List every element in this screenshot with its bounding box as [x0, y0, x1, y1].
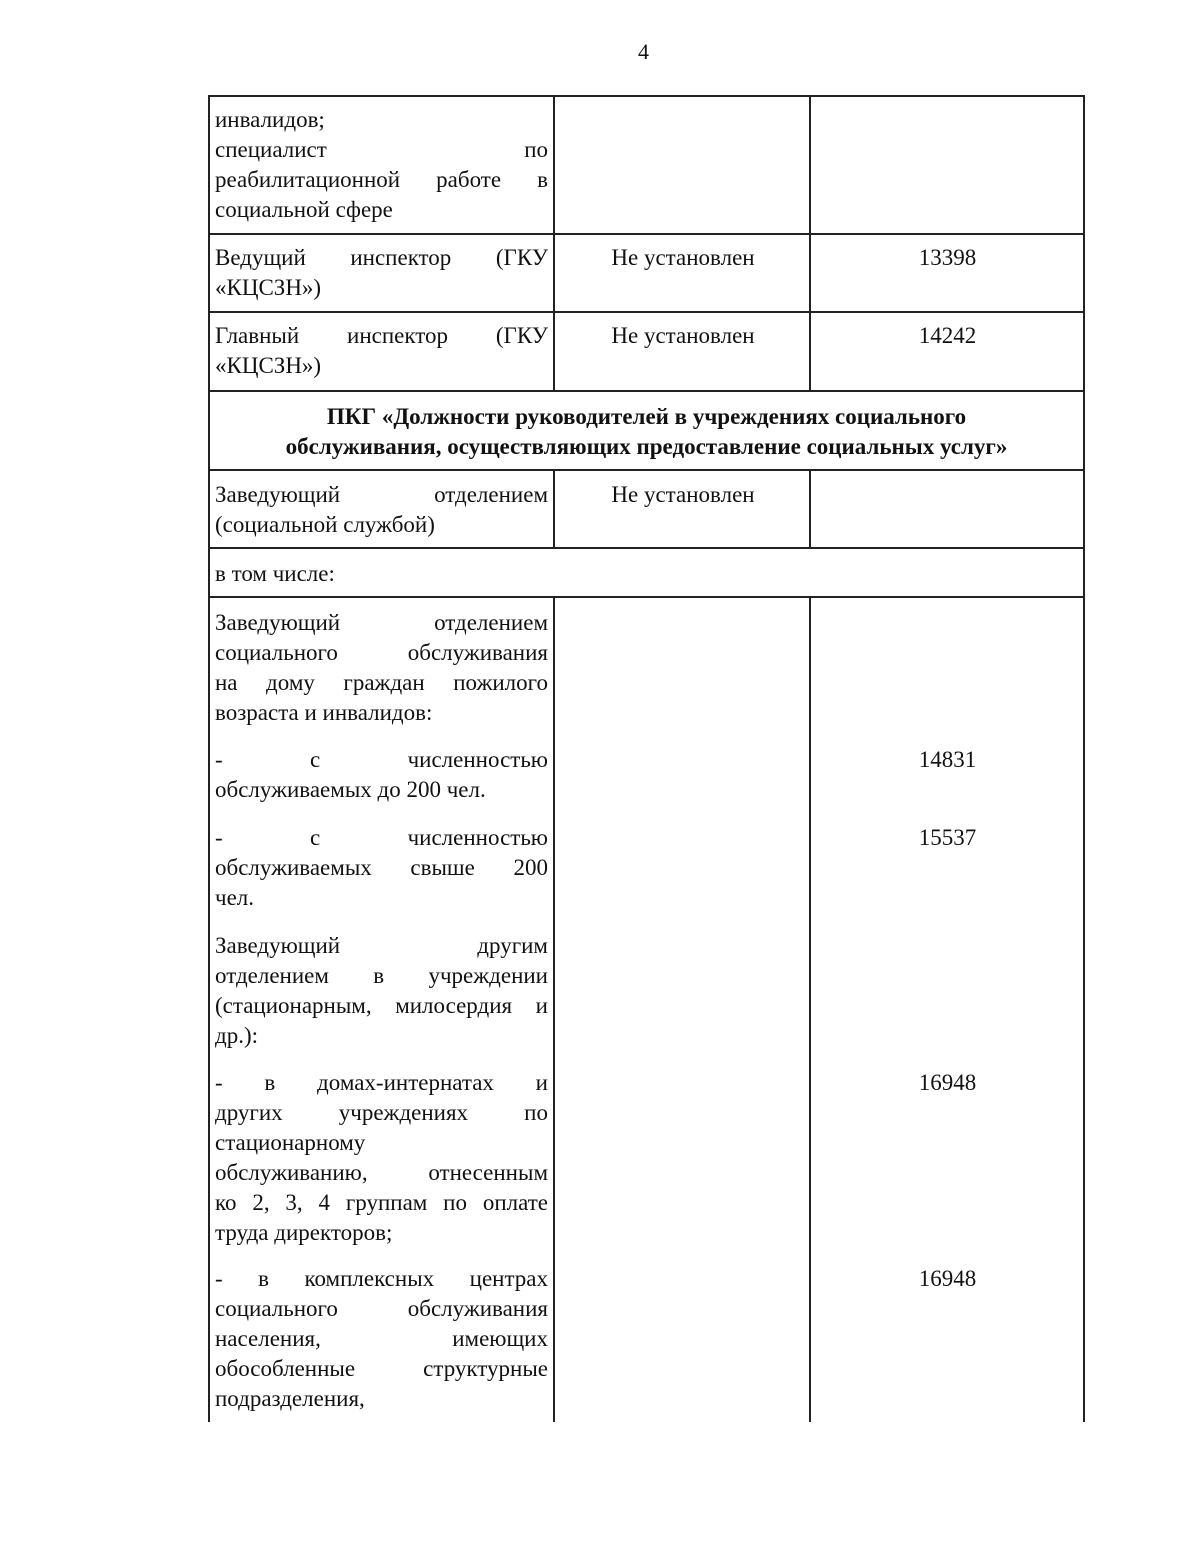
table-rule [208, 233, 1085, 235]
table-border-left [208, 95, 210, 1422]
table-rule [208, 596, 1085, 598]
salary-cell: 16948 [918, 1266, 977, 1291]
table-rule [208, 547, 1085, 549]
position-cell: Заведующий другим отделением в учреждении (стационарным, милосердия и др.): [215, 933, 548, 1048]
position-cell: Заведующий отделением (социальной службой) [215, 482, 548, 537]
position-cell: - в комплексных центрах социального обслуживания населения, имеющих обособленные структурные подразделения, [215, 1266, 548, 1411]
table-rule [208, 390, 1085, 392]
salary-table [208, 95, 1085, 1422]
table-rule [208, 469, 1085, 471]
table-rule [208, 95, 1085, 97]
position-cell: Ведущий инспектор (ГКУ «КЦСЗН») [215, 245, 548, 300]
qualification-level-cell: Не установлен [611, 482, 755, 507]
position-cell: Главный инспектор (ГКУ «КЦСЗН») [215, 323, 548, 378]
salary-cell: 15537 [918, 825, 977, 850]
position-cell: - с численностью обслуживаемых свыше 200 чел. [215, 825, 548, 910]
table-border-col1c [553, 598, 555, 1422]
salary-cell: 13398 [918, 245, 977, 270]
salary-cell: 14242 [918, 323, 977, 348]
section-header: ПКГ «Должности руководителей в учреждениях социального обслуживания, осуществляющих предоставление социальных услуг» [285, 404, 1008, 459]
position-cell: - в домах-интернатах и других учреждениях по стационарному обслуживанию, отнесенным ко 2, 3, 4 группам по оплате труда директоров; [215, 1070, 548, 1245]
table-border-col2c [809, 598, 811, 1422]
page-number: 4 [638, 39, 649, 64]
qualification-level-cell: Не установлен [611, 323, 755, 348]
salary-cell: 16948 [918, 1070, 977, 1095]
position-cell: Заведующий отделением социального обслуживания на дому граждан пожилого возраста и инвалидов: [215, 610, 548, 725]
position-cell: инвалидов; специалист по реабилитационной работе в социальной сфере [215, 107, 548, 222]
qualification-level-cell: Не установлен [611, 245, 755, 270]
including-label: в том числе: [215, 561, 335, 586]
table-rule [208, 311, 1085, 313]
position-cell: - с численностью обслуживаемых до 200 чел. [215, 747, 548, 802]
salary-cell: 14831 [918, 747, 977, 772]
